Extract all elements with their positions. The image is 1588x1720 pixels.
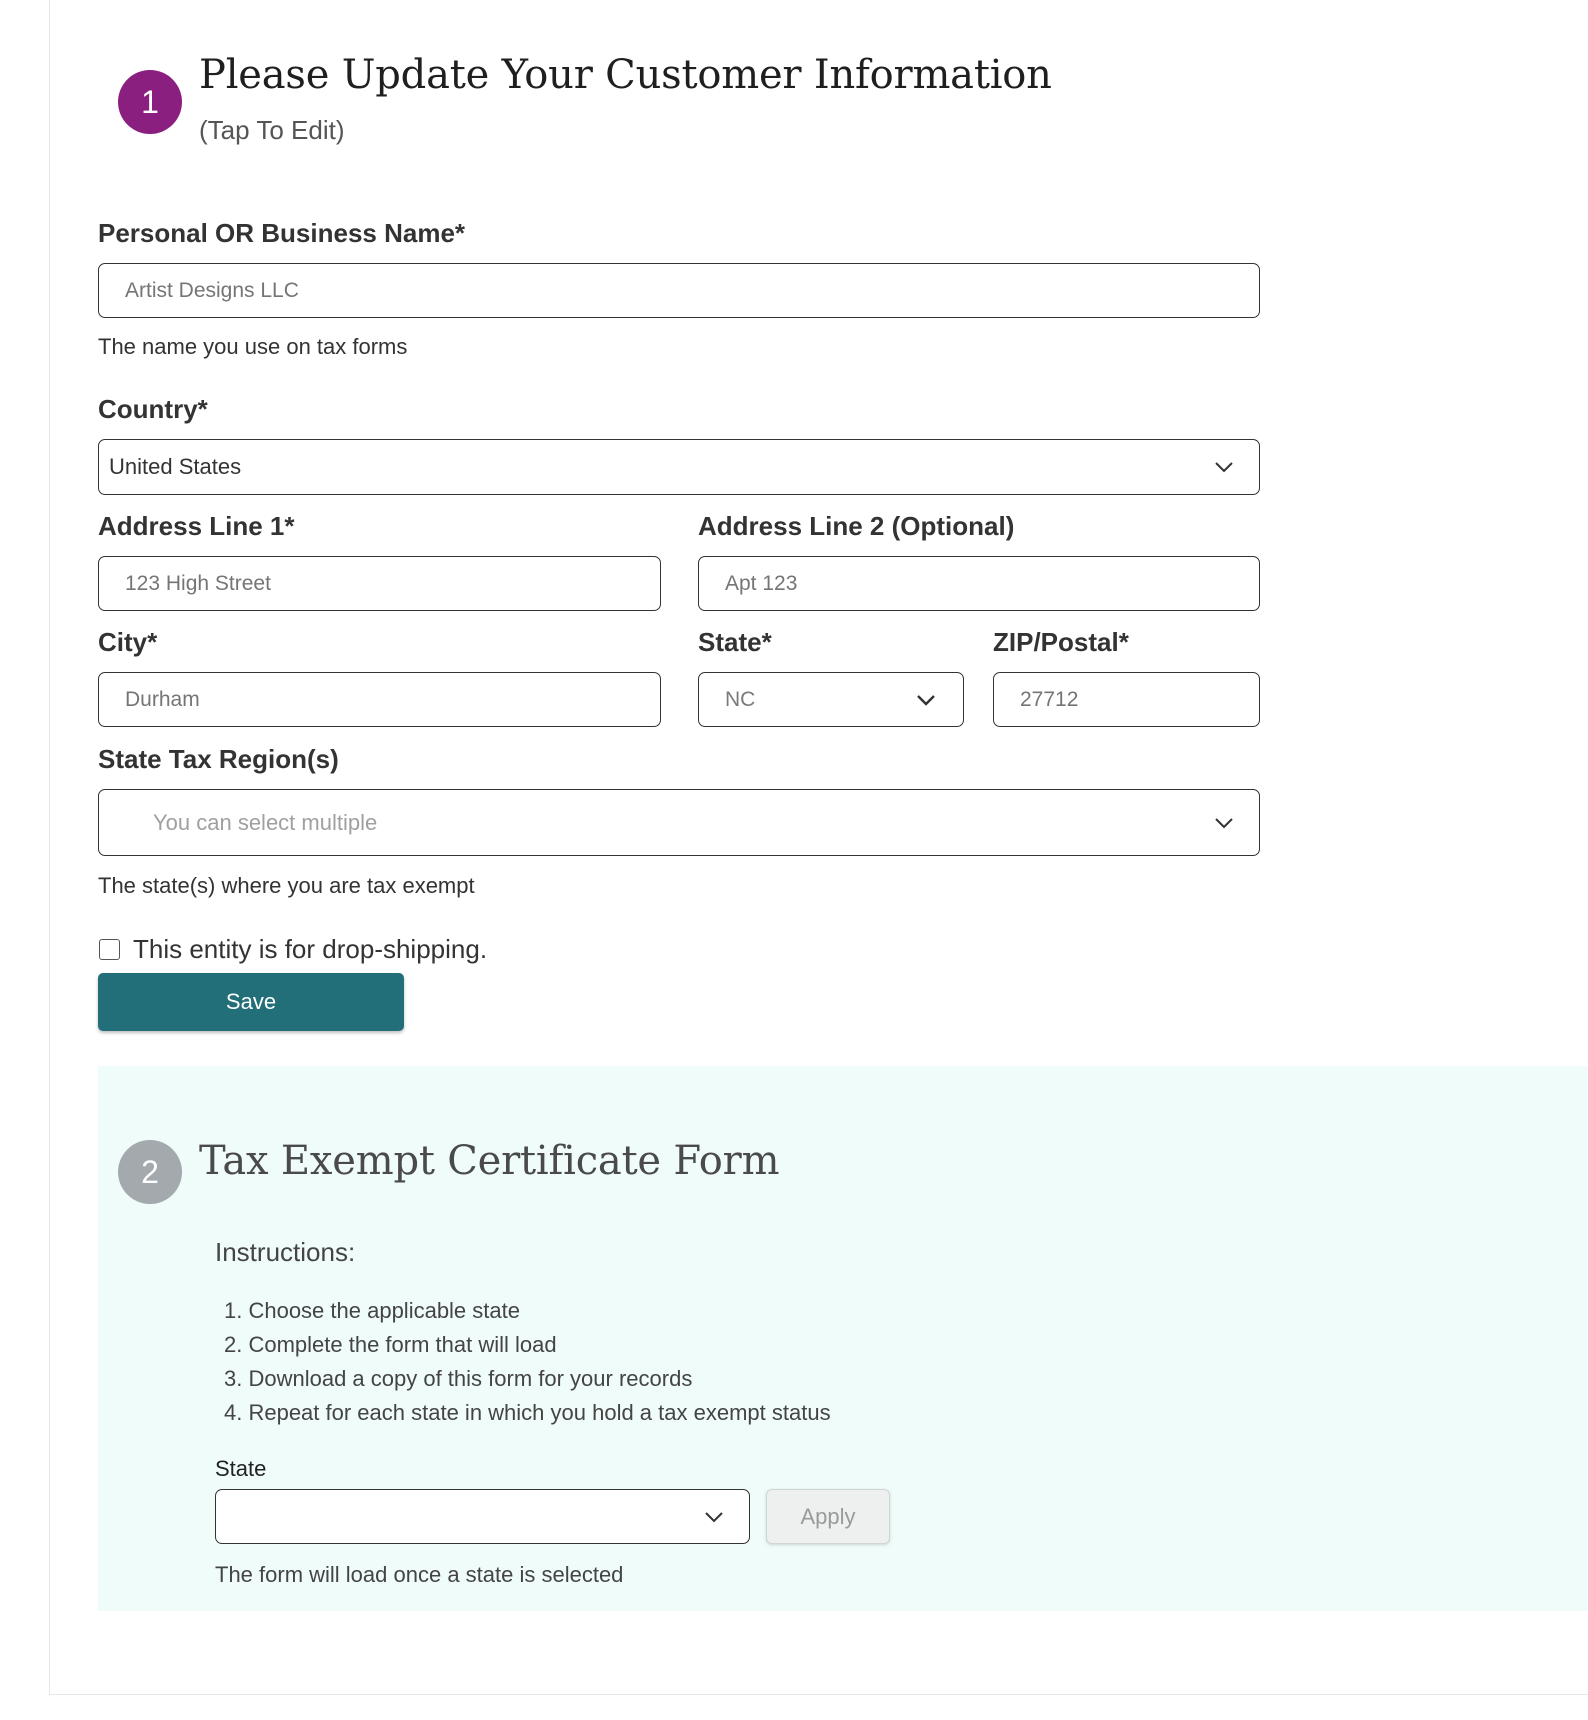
chevron-down-icon (1213, 816, 1235, 830)
instructions-list (224, 1294, 831, 1430)
business-name-helper: The name you use on tax forms (98, 334, 408, 359)
instruction-item: 3. Download a copy of this form for your records (224, 1366, 693, 1391)
certificate-state-select[interactable] (215, 1489, 750, 1544)
address-line-1-input[interactable] (98, 556, 661, 611)
state-selected-value: NC (725, 687, 756, 711)
tap-to-edit-subtitle: (Tap To Edit) (199, 115, 345, 145)
chevron-down-icon (915, 693, 937, 707)
section-2-title: Tax Exempt Certificate Form (199, 1138, 780, 1184)
drop-shipping-checkbox[interactable] (99, 939, 120, 960)
country-label: Country* (98, 394, 208, 424)
state-label: State* (698, 627, 772, 657)
step-1-badge: 1 (118, 70, 182, 134)
country-select[interactable] (98, 439, 1260, 495)
state-select[interactable] (698, 672, 964, 727)
certificate-state-label: State (215, 1456, 267, 1481)
zip-label: ZIP/Postal* (993, 627, 1129, 657)
instruction-item: 1. Choose the applicable state (224, 1298, 520, 1323)
instruction-item: 4. Repeat for each state in which you hold a tax exempt status (224, 1400, 831, 1425)
drop-shipping-label[interactable]: This entity is for drop-shipping. (133, 934, 488, 964)
state-tax-region-placeholder: You can select multiple (153, 809, 378, 835)
city-label: City* (98, 627, 158, 657)
certificate-form-helper: The form will load once a state is selected (215, 1562, 624, 1587)
country-selected-value: United States (109, 454, 242, 479)
state-tax-region-helper: The state(s) where you are tax exempt (98, 873, 475, 898)
business-name-label: Personal OR Business Name* (98, 218, 466, 248)
instructions-heading: Instructions: (215, 1237, 356, 1267)
address-line-2-input[interactable] (698, 556, 1260, 611)
step-2-badge: 2 (118, 1140, 182, 1204)
chevron-down-icon (703, 1510, 725, 1524)
state-tax-region-select[interactable] (98, 789, 1260, 856)
instruction-item: 2. Complete the form that will load (224, 1332, 557, 1357)
section-1-title: Please Update Your Customer Information (199, 52, 1052, 98)
address-line-2-label: Address Line 2 (Optional) (698, 511, 1015, 541)
save-button[interactable]: Save (98, 973, 404, 1031)
state-tax-region-label: State Tax Region(s) (98, 744, 339, 774)
apply-button[interactable]: Apply (766, 1489, 890, 1544)
city-input[interactable] (98, 672, 661, 727)
business-name-input[interactable] (98, 263, 1260, 318)
zip-input[interactable] (993, 672, 1260, 727)
address-line-1-label: Address Line 1* (98, 511, 295, 541)
chevron-down-icon (1213, 460, 1235, 474)
